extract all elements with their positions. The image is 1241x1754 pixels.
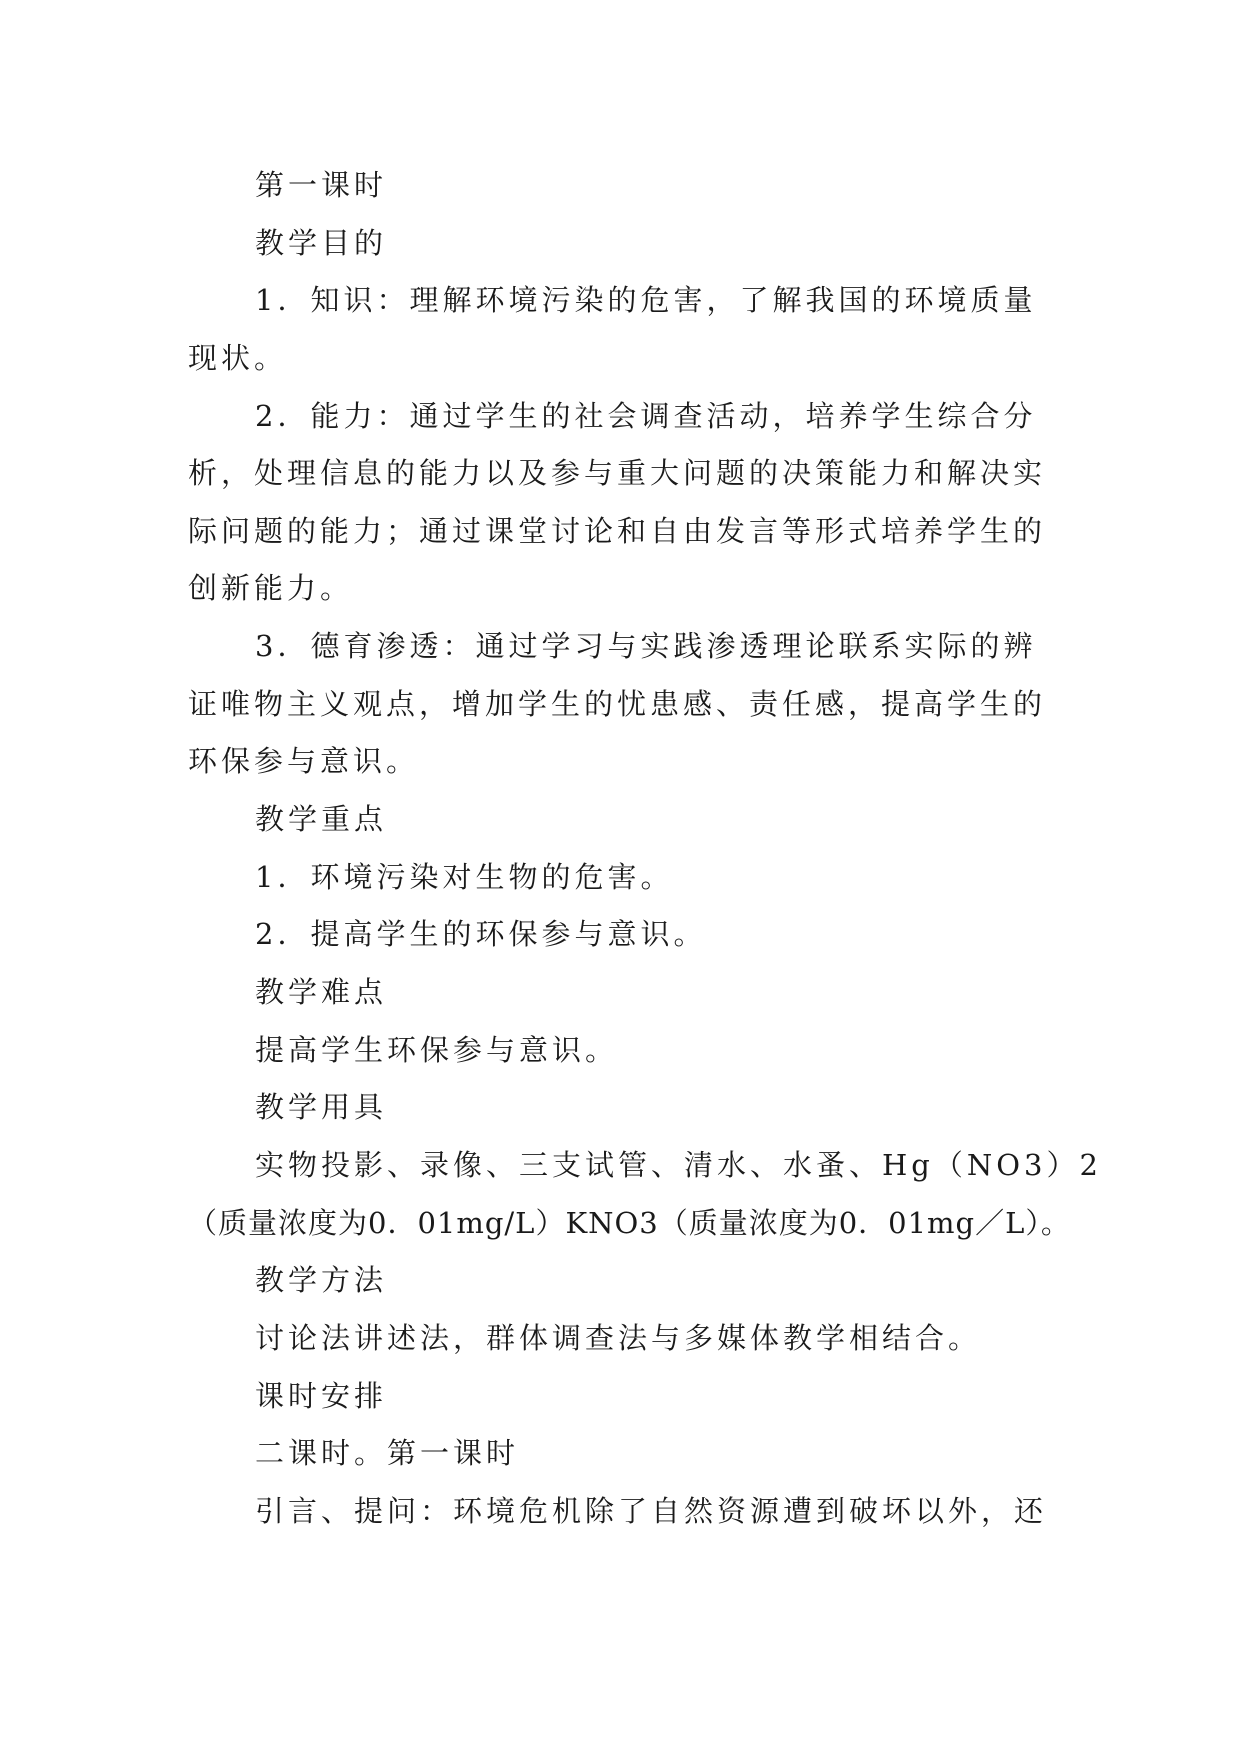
paragraph-line: 引言、提问：环境危机除了自然资源遭到破坏以外，还	[255, 1494, 1048, 1528]
paragraph-line: 讨论法讲述法，群体调查法与多媒体教学相结合。	[255, 1321, 982, 1355]
heading-teaching-tools: 教学用具	[255, 1090, 388, 1124]
paragraph-line: 1．知识：理解环境污染的危害，了解我国的环境质量	[255, 283, 1037, 317]
paragraph-line: 析，处理信息的能力以及参与重大问题的决策能力和解决实	[188, 456, 1047, 490]
paragraph-line: 1．环境污染对生物的危害。	[255, 860, 674, 894]
heading-teaching-methods: 教学方法	[255, 1263, 388, 1297]
heading-key-points: 教学重点	[255, 802, 388, 836]
paragraph-line: 创新能力。	[188, 571, 354, 605]
paragraph-line: 二课时。第一课时	[255, 1436, 520, 1470]
heading-schedule: 课时安排	[255, 1379, 388, 1413]
paragraph-line: 环保参与意识。	[188, 744, 420, 778]
paragraph-line: 2．提高学生的环保参与意识。	[255, 917, 707, 951]
section-title-lesson-one: 第一课时	[255, 168, 388, 202]
paragraph-line: 2．能力：通过学生的社会调查活动，培养学生综合分	[255, 399, 1037, 433]
paragraph-line: 现状。	[188, 341, 288, 375]
paragraph-line: 际问题的能力；通过课堂讨论和自由发言等形式培养学生的	[188, 514, 1047, 548]
paragraph-line: （质量浓度为0．01mg/L）KNO3（质量浓度为0．01mg／L）。	[188, 1206, 1071, 1240]
heading-teaching-objectives: 教学目的	[255, 226, 388, 260]
paragraph-line: 3．德育渗透：通过学习与实践渗透理论联系实际的辨	[255, 629, 1037, 663]
heading-difficulties: 教学难点	[255, 975, 388, 1009]
paragraph-line: 证唯物主义观点，增加学生的忧患感、责任感，提高学生的	[188, 687, 1047, 721]
paragraph-line: 实物投影、录像、三支试管、清水、水蚤、Hg（NO3）2	[255, 1148, 1102, 1182]
paragraph-line: 提高学生环保参与意识。	[255, 1033, 619, 1067]
